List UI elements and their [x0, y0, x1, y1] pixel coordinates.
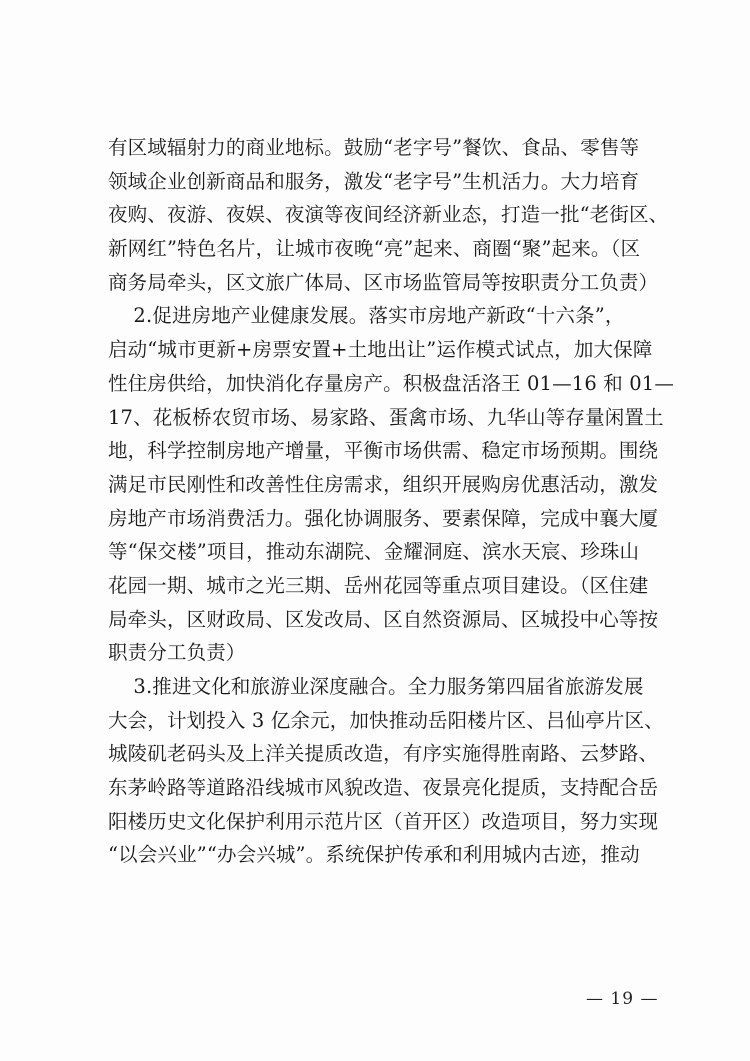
page-number: — 19 — [586, 989, 659, 1009]
text-line: 领域企业创新商品和服务，激发“老字号”生机活力。大力培育 [108, 169, 640, 193]
text-line: 等“保交楼”项目，推动东湖院、金耀洞庭、滨水天宸、珍珠山 [108, 540, 640, 564]
text-line: 新网红”特色名片，让城市夜晚“亮”起来、商圈“聚”起来。（区 [108, 237, 641, 261]
text-line: 城陵矶老码头及上洋关提质改造，有序实施得胜南路、云梦路、 [108, 742, 659, 766]
text-line: 职责分工负责） [108, 641, 246, 665]
text-line: 夜购、夜游、夜娱、夜演等夜间经济新业态，打造一批“老街区、 [108, 203, 669, 227]
text-line: 商务局牵头，区文旅广体局、区市场监管局等按职责分工负责） [108, 270, 659, 294]
section-heading-line: 3.推进文化和旅游业深度融合。全力服务第四届省旅游发展 [108, 675, 644, 698]
body-text [108, 131, 674, 872]
text-line: 大会，计划投入 3 亿余元，加快推动岳阳楼片区、吕仙亭片区、 [108, 708, 664, 732]
section-heading-line: 2.促进房地产业健康发展。落实市房地产新政“十六条”， [108, 304, 625, 328]
text-line: 启动“城市更新+房票安置+土地出让”运作模式试点，加大保障 [108, 338, 653, 362]
text-line: 17、花板桥农贸市场、易家路、蛋禽市场、九华山等存量闲置土 [108, 405, 664, 429]
text-line: 满足市民刚性和改善性住房需求，组织开展购房优惠活动，激发 [108, 472, 659, 496]
text-line: 性住房供给，加快消化存量房产。积极盘活洛王 01—16 和 01— [108, 371, 674, 395]
text-line: 有区域辐射力的商业地标。鼓励“老字号”餐饮、食品、零售等 [108, 136, 640, 159]
text-line: 东茅岭路等道路沿线城市风貌改造、夜景亮化提质，支持配合岳 [108, 776, 659, 800]
text-line: 花园一期、城市之光三期、岳州花园等重点项目建设。（区住建 [108, 573, 649, 597]
text-line: 房地产市场消费活力。强化协调服务、要素保障，完成中襄大厦 [108, 506, 659, 530]
text-line: “以会兴业”“办会兴城”。系统保护传承和利用城内古迹，推动 [108, 843, 640, 867]
text-line: 地，科学控制房地产增量，平衡市场供需、稳定市场预期。围绕 [108, 439, 659, 463]
text-line: 局牵头，区财政局、区发改局、区自然资源局、区城投中心等按 [108, 607, 659, 631]
text-line: 阳楼历史文化保护利用示范片区（首开区）改造项目，努力实现 [108, 809, 659, 833]
